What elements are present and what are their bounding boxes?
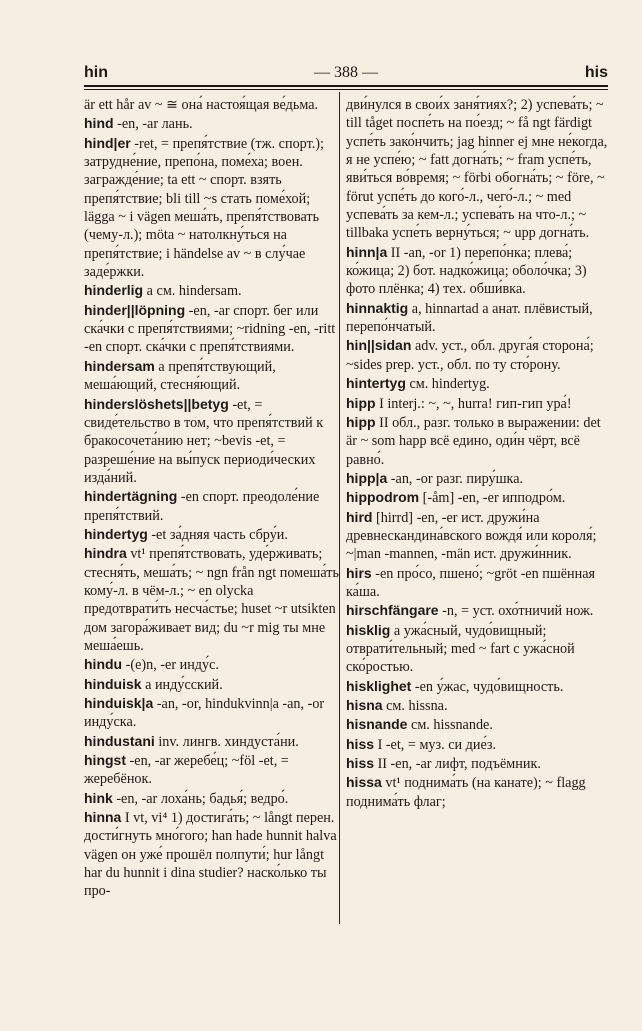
dictionary-entry — [84, 487, 340, 525]
entry-headword: hipp|a — [346, 469, 388, 486]
entry-headword: hindertyg — [84, 525, 148, 542]
dictionary-entry — [346, 374, 608, 393]
entry-definition: -et за́дняя часть сбру́и. — [147, 526, 288, 543]
entry-headword: hindra — [84, 545, 127, 562]
entry-headword: hink — [84, 789, 113, 806]
dictionary-entry — [346, 601, 608, 620]
entry-headword: hiss — [346, 755, 375, 772]
dictionary-entry — [346, 243, 608, 299]
dictionary-entry — [84, 114, 340, 133]
entry-definition: vt¹ препя́тствовать, уде́рживать; стесня́ть, меша́ть; ~ ngn från ngt помеша́ть кому́-л. в чём-л.; ~ en olycka предотврати́ть несча́стье; huset ~r utsikten дом загора́живает вид; du ~r mig ты мне меша́ешь. — [84, 546, 339, 654]
entry-headword: hingst — [84, 752, 126, 769]
entry-definition: -an, -or разг. пиру́шка. — [387, 470, 524, 487]
dictionary-entry — [346, 336, 608, 374]
dictionary-entry — [346, 96, 608, 243]
dictionary-entry — [84, 395, 340, 488]
entry-headword: hinduisk — [84, 675, 142, 692]
entry-headword: hinderslöshets||betyg — [84, 395, 229, 412]
entry-headword: hin||sidan — [346, 337, 412, 354]
entry-headword: hisna — [346, 697, 383, 713]
entry-headword: hinnaktig — [346, 299, 409, 316]
entry-definition: -et, = свиде́тельство в том, что препя́тствий к бракосочета́нию нет; ~bevis -et, = разреше́ние на вы́пуск периоди́ческих изда́ний. — [84, 396, 324, 486]
entry-definition: -en, -ar лань. — [113, 116, 193, 133]
dictionary-entry — [346, 488, 608, 507]
entry-definition: a ужа́сный, чудо́вищный; отврати́тельный; med ~ fart с ужа́сной ско́ростью. — [346, 622, 575, 676]
entry-definition: -(e)n, -er инду́с. — [122, 657, 219, 674]
entry-headword: hindu — [84, 656, 123, 673]
dictionary-entry — [346, 677, 608, 696]
dictionary-entry — [84, 751, 340, 789]
entry-headword: hintertyg — [346, 375, 406, 392]
entry-definition: II обл., разг. только в выражении: det är ~ som happ всё едино, оди́н чёрт, всё равно́. — [346, 414, 601, 468]
guide-word-left: hin — [84, 64, 108, 81]
entry-definition: -en про́со, пшено́; ~gröt -en пшённая ка́ша. — [346, 565, 596, 600]
entry-headword: hipp — [346, 394, 376, 411]
entry-headword: hissa — [346, 774, 382, 791]
entry-definition: см. hissnande. — [407, 717, 493, 734]
dictionary-entry — [346, 621, 608, 677]
entry-definition: дви́нулся в свои́х заня́тиях?; 2) успева́ть; ~ till tåget поспе́ть на по́езд; ~ få ngt färdigt успе́ть зако́нчить; jag hinner ej мне не́когда, я не успе́ю; ~ fatt догна́ть; ~ fram успе́ть, яви́ться во́время; ~ förbi обогна́ть; ~ före, ~ förut успе́ть до кого́-л., чего́-л.; ~ med успева́ть за кем-л.; успева́ть на что-л.; ~ tillbaka успе́ть верну́ться; ~ upp догна́ть. — [346, 97, 608, 242]
entry-definition: -en, -ar спорт. бег или ска́чки с препя́тствиями; ~ridning -en, -ritt -en спорт. ска́чки с препя́тствиями. — [84, 302, 336, 356]
entry-definition: -ret, = препя́тствие (тж. спорт.); затрудне́ние, препо́на, поме́ха; воен. загражде́ние; ta ett ~ спорт. взять препя́тствие; bli till ~s стать поме́хой; lägga ~ i vägen меша́ть, препя́тствовать (чему-л.); möta ~ натолкну́ться на препя́тствие; i händelse av ~ в слу́чае заде́ржки. — [84, 135, 324, 281]
dictionary-entry — [84, 134, 340, 282]
dictionary-entry — [346, 508, 608, 564]
entry-definition: II -en, -ar лифт, подъёмник. — [374, 756, 541, 773]
guide-word-right: his — [584, 64, 608, 81]
entry-headword: hinder||löpning — [84, 301, 186, 318]
page-number: — 388 — — [314, 64, 378, 81]
dictionary-entry — [346, 394, 608, 413]
dictionary-entry — [346, 696, 608, 715]
entry-definition: см. hissna. — [382, 698, 448, 714]
entry-headword: hindustani — [84, 732, 155, 749]
entry-headword: hinderlig — [84, 282, 144, 299]
entry-definition: a, hinnartad a анат. плёвистый, перепо́нчатый. — [346, 300, 593, 336]
dictionary-entry — [346, 735, 608, 754]
left-column — [84, 96, 340, 901]
dictionary-entry — [84, 357, 340, 395]
entry-headword: hisklighet — [346, 677, 412, 694]
dictionary-entry — [84, 732, 340, 751]
entry-definition: -an, -or, hindukvinn|a -an, -or инду́ска. — [84, 696, 325, 731]
entry-definition: -en у́жас, чудо́вищность. — [411, 678, 564, 695]
dictionary-entry — [84, 808, 340, 901]
dictionary-entry — [346, 773, 608, 811]
entry-definition: -en, -ar жеребе́ц; ~föl -et, = жеребёнок. — [84, 753, 289, 788]
entry-headword: hisnande — [346, 716, 408, 733]
entry-definition: I vt, vi⁴ 1) достига́ть; ~ långt перен. дости́гнуть мно́гого; han hade hunnit halva vägen он уже́ прошёл полпути́; hur långt har du hunnit i dina studier? наско́лько ты про- — [84, 810, 337, 900]
dictionary-entry — [84, 281, 340, 300]
entry-headword: hird — [346, 508, 373, 525]
entry-definition: -en, -ar лоха́нь; бадья́; ведро́. — [112, 790, 289, 807]
dictionary-entry — [346, 413, 608, 469]
entry-definition: -n, = уст. охо́тничий нож. — [438, 603, 594, 620]
entry-definition: см. hindertyg. — [405, 376, 490, 393]
entry-headword: hinduisk|a — [84, 695, 154, 711]
entry-headword: hind|er — [84, 134, 131, 151]
entry-headword: hinn|a — [346, 243, 388, 260]
entry-definition: a инду́сский. — [141, 676, 223, 693]
entry-definition: [-åm] -en, -er ипподро́м. — [419, 490, 566, 507]
entry-definition: a препя́тствующий, меша́ющий, стесня́ющий. — [84, 358, 276, 394]
entry-definition: -en спорт. преодоле́ние препя́тствий. — [84, 489, 320, 524]
header-rule-thin — [84, 89, 608, 90]
entry-headword: hippodrom — [346, 489, 420, 506]
dictionary-entry — [84, 301, 340, 357]
dictionary-entry — [346, 564, 608, 602]
entry-headword: hirs — [346, 564, 372, 581]
entry-definition: inv. лингв. хиндуста́ни. — [154, 733, 299, 750]
dictionary-entry — [84, 544, 340, 655]
dictionary-entry — [84, 675, 340, 694]
dictionary-entry — [346, 715, 608, 734]
running-header — [84, 60, 608, 82]
entry-headword: hirschfängare — [346, 602, 439, 619]
entry-definition: [hirrd] -en, -er ист. дружи́на древнескандина́вского вождя́ или короля́; ~|man -mannen, -män ист. дружи́нник. — [346, 509, 597, 563]
dictionary-entry — [346, 469, 608, 488]
entry-headword: hipp — [346, 413, 376, 430]
dictionary-entry — [84, 96, 340, 114]
right-column — [346, 96, 608, 811]
dictionary-entry — [84, 525, 340, 544]
dictionary-entry — [84, 655, 340, 674]
entry-definition: II -an, -or 1) перепо́нка; плева́; ко́жица; 2) бот. надко́жица; оболо́чка; 3) фото плёнка; 4) тех. обши́вка. — [346, 244, 587, 298]
entry-definition: I -et, = муз. си дие́з. — [374, 736, 497, 753]
dictionary-entry — [84, 789, 340, 808]
entry-headword: hinna — [84, 809, 122, 826]
entry-headword: hindertägning — [84, 488, 178, 505]
entry-definition: vt¹ поднима́ть (на канате); ~ flagg поднима́ть флаг; — [346, 775, 586, 810]
entry-headword: hindersam — [84, 357, 155, 374]
dictionary-entry — [84, 694, 340, 732]
entry-headword: hiss — [346, 735, 375, 752]
entry-definition: a см. hindersam. — [143, 283, 242, 300]
entry-definition: adv. уст., обл. друга́я сторона́; ~sides prep. уст., обл. по ту сто́рону. — [346, 338, 594, 373]
entry-headword: hind — [84, 115, 114, 132]
entry-definition: är ett hår av ~ ≅ она́ настоя́щая ве́дьма. — [84, 97, 319, 113]
dictionary-entry — [346, 754, 608, 773]
entry-headword: hisklig — [346, 621, 391, 638]
header-rule — [84, 85, 608, 87]
dictionary-entry — [346, 299, 608, 337]
entry-definition: I interj.: ~, ~, hurra! гип-гип ура́! — [375, 395, 572, 412]
